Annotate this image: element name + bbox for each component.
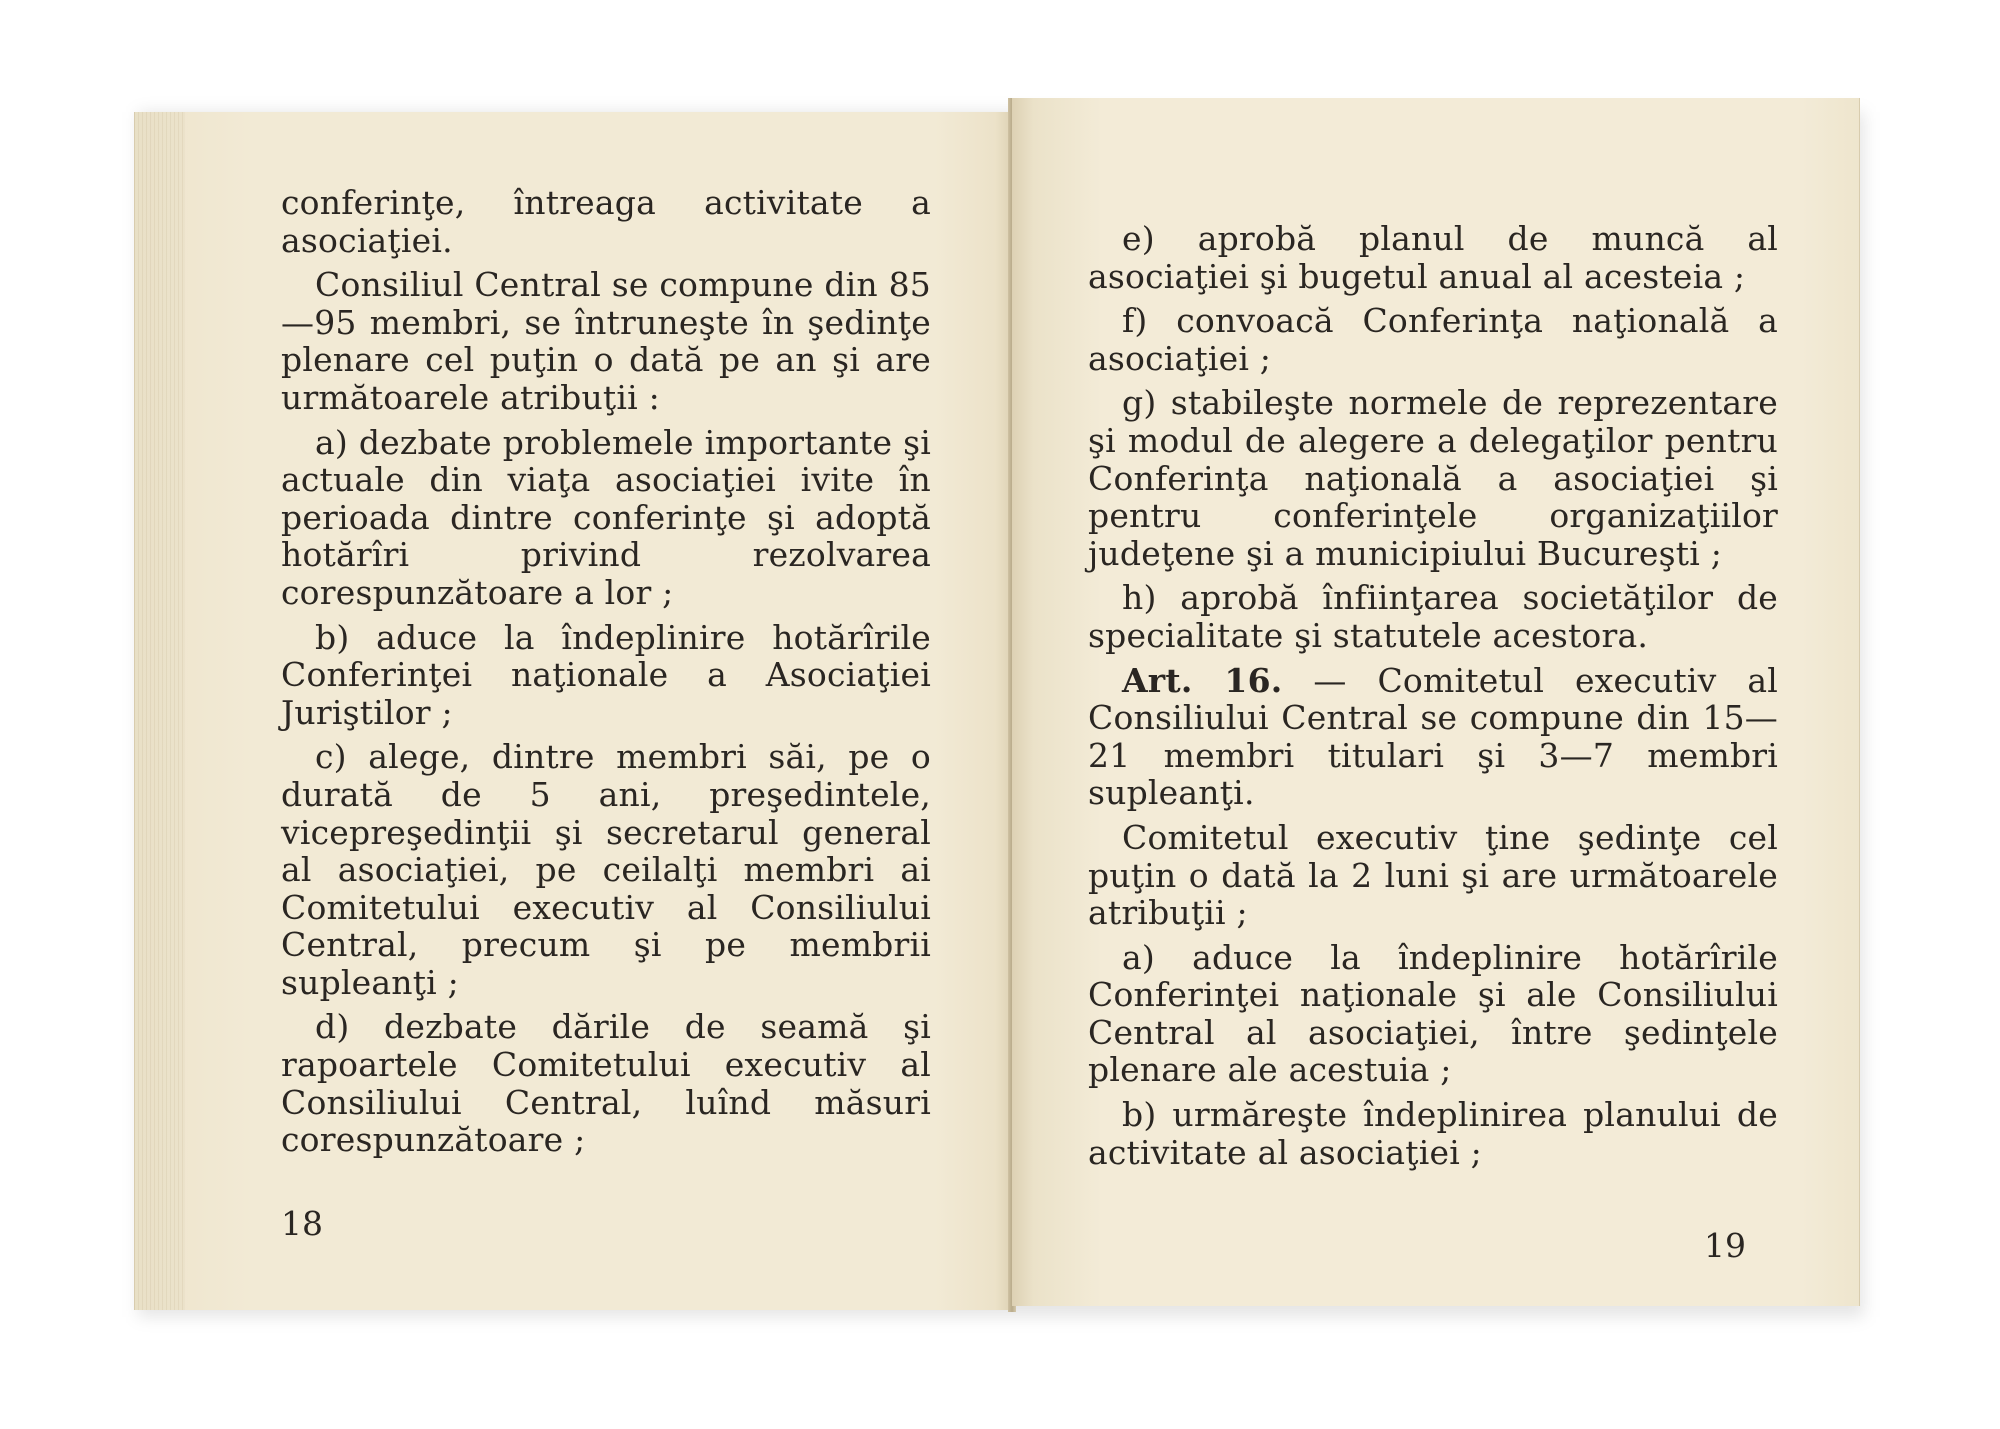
right-paragraph-2: f) convoacă Conferinţa naţională a asociaţiei ;: [1088, 301, 1778, 378]
left-paragraph-3: a) dezbate problemele importante şi actuale din viaţa asociaţiei ivite în perioada dintre conferinţe şi adoptă hotărîri privind rezolvarea corespunzătoare a lor ;: [281, 422, 931, 612]
left-paragraph-1: conferinţe, întreaga activitate a asociaţiei.: [281, 183, 931, 260]
right-page-number: 19: [1704, 1226, 1746, 1265]
left-page-edge: [135, 112, 185, 1310]
left-page-text: [281, 184, 931, 1159]
left-page: [134, 112, 1012, 1310]
right-paragraph-5: Comitetul executiv ţine şedinţe cel puţin o dată la 2 luni şi are următoarele atribuţii ;: [1088, 817, 1778, 933]
article-text: — Comitetul executiv al Consiliului Central se compune din 15—21 membri titulari şi 3—7 membri supleanţi.: [1088, 660, 1778, 813]
right-paragraph-7: b) urmăreşte îndeplinirea planului de activitate al asociaţiei ;: [1088, 1095, 1778, 1172]
article-16-paragraph: [1088, 662, 1778, 812]
left-paragraph-5: c) alege, dintre membri săi, pe o durată de 5 ani, preşedintele, vicepreşedinţii şi secretarul general al asociaţiei, pe ceilalţi membri ai Comitetului executiv al Consiliului Central, precum şi pe membrii supleanţi ;: [281, 737, 931, 1002]
left-page-number: 18: [281, 1204, 323, 1243]
left-paragraph-2: Consiliul Central se compune din 85—95 membri, se întruneşte în şedinţe plenare cel puţin o dată pe an şi are următoarele atribuţii :: [281, 265, 931, 417]
right-paragraph-6: a) aduce la îndeplinire hotărîrile Conferinţei naţionale şi ale Consiliului Central al asociaţiei, între şedinţele plenare ale acestuia ;: [1088, 937, 1778, 1090]
right-paragraph-1: e) aprobă planul de muncă al asociaţiei şi bugetul anual al acesteia ;: [1088, 219, 1778, 296]
right-paragraph-3: g) stabileşte normele de reprezentare şi modul de alegere a delegaţilor pentru Conferinţa naţională a asociaţiei şi pentru conferinţele organizaţiilor judeţene şi a municipiului Bucureşti ;: [1088, 383, 1778, 573]
left-paragraph-4: b) aduce la îndeplinire hotărîrile Conferinţei naţionale a Asociaţiei Juriştilor ;: [281, 617, 931, 732]
right-page-text: [1088, 220, 1778, 1171]
right-page: [1012, 98, 1860, 1306]
right-paragraph-4: h) aprobă înfiinţarea societăţilor de specialitate şi statutele acestora.: [1088, 578, 1778, 655]
left-paragraph-6: d) dezbate dările de seamă şi rapoartele Comitetului executiv al Consiliului Central, luînd măsuri corespunzătoare ;: [281, 1007, 931, 1160]
article-label: Art. 16.: [1122, 660, 1283, 700]
